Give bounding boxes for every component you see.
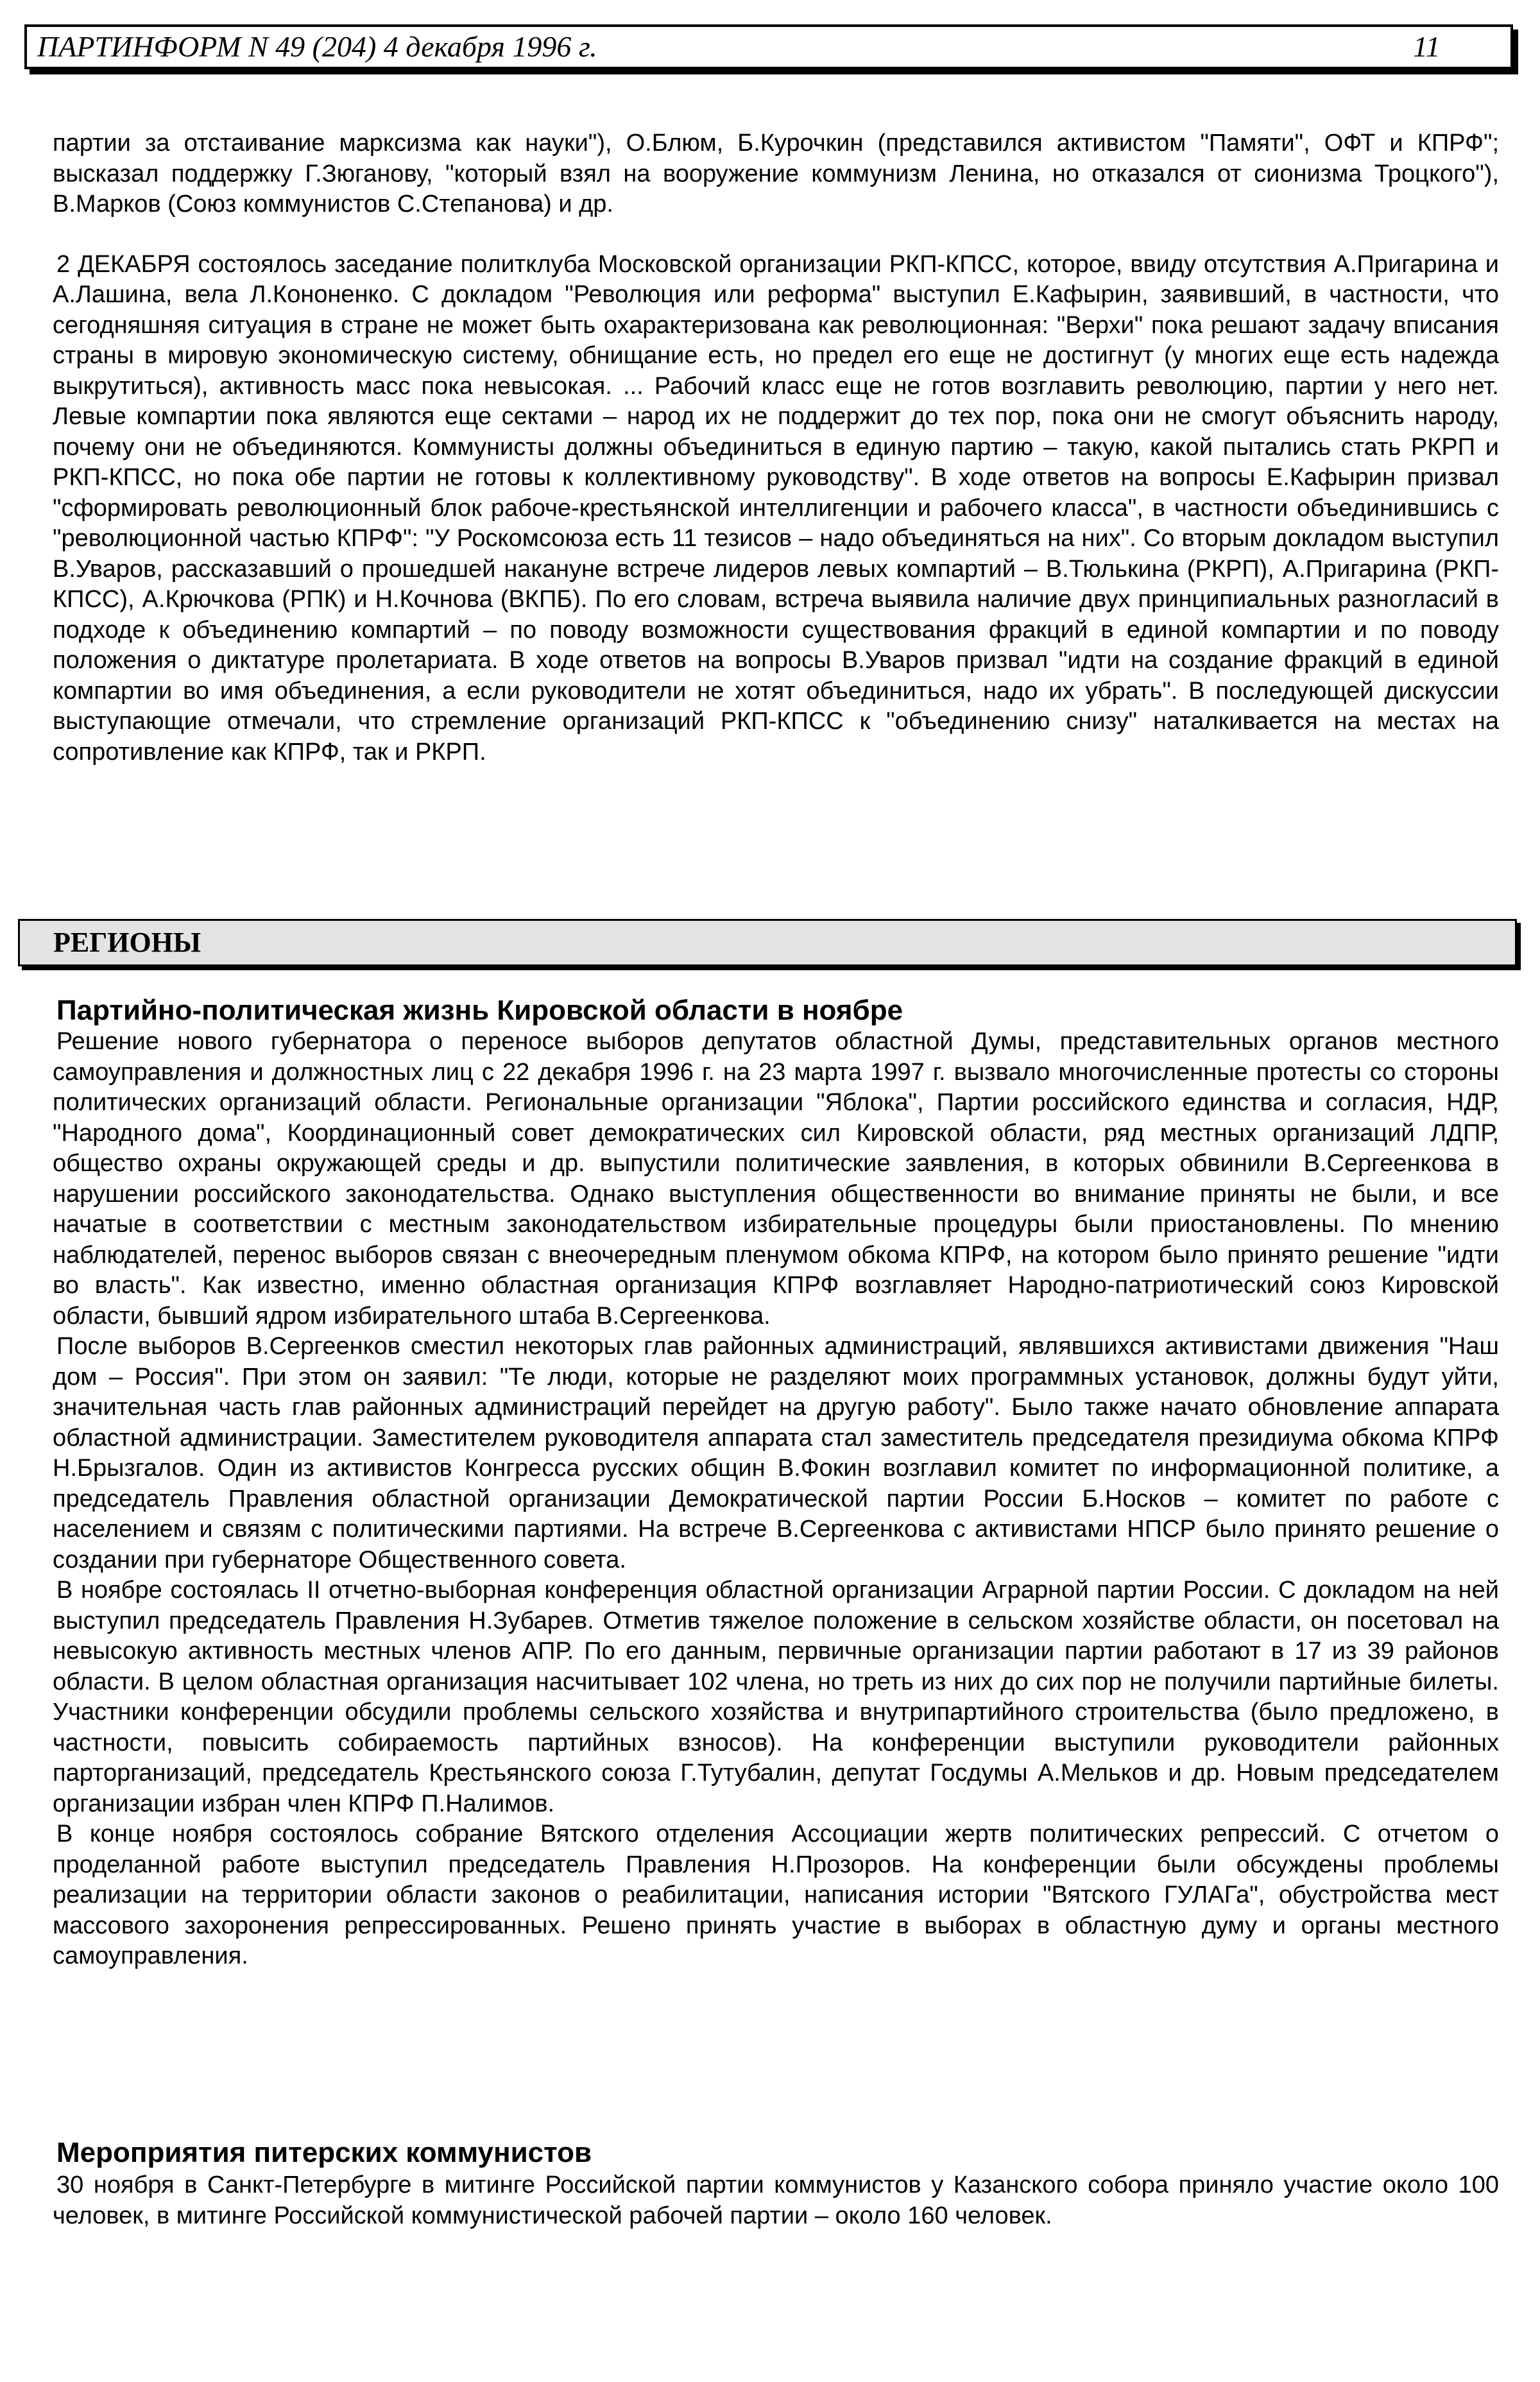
section-title: РЕГИОНЫ <box>53 927 201 958</box>
paragraph: Решение нового губернатора о переносе выборов депутатов областной Думы, представительных органов местного самоуправления и должностных лиц с 22 декабря 1996 г. на 23 марта 1997 г. вызвало многочисленные протесты со стороны политических организаций области. Региональные организации "Яблока", Партии российского единства и согласия, НДР, "Народного дома", Координационный совет демократических сил Кировской области, ряд местных организаций ЛДПР, общество охраны окружающей среды и др. выпустили политические заявления, в которых обвинили В.Сергеенкова в нарушении российского законодательства. Однако выступления общественности во внимание приняты не были, и все начатые в соответствии с местным законодательством избирательные процедуры были приостановлены. По мнению наблюдателей, перенос выборов связан с внеочередным пленумом обкома КПРФ, на котором было принято решение "идти во власть". Как известно, именно областная организация КПРФ возглавляет Народно-патриотический союз Кировской области, бывший ядром избирательного штаба В.Сергеенкова. <box>53 1028 1499 1330</box>
continued-article <box>53 128 1499 767</box>
page-header <box>24 24 1513 69</box>
paragraph: В ноябре состоялась II отчетно-выборная конференция областной организации Аграрной партии России. С докладом на ней выступил председатель Правления Н.Зубарев. Отметив тяжелое положение в сельском хозяйстве области, он посетовал на невысокую активность местных членов АПР. По его данным, первичные организации партии работают в 17 из 39 районов области. В целом областная организация насчитывает 102 члена, но треть из них до сих пор не получили партийные билеты. Участники конференции обсудили проблемы сельского хозяйства и внутрипартийного строительства (было предложено, в частности, повысить собираемость партийных взносов). На конференции выступили руководители районных парторганизаций, председатель Крестьянского союза Г.Тутубалин, депутат Госдумы А.Мельков и др. Новым председателем организации избран член КПРФ П.Налимов. <box>53 1577 1499 1817</box>
publication-title: ПАРТИНФОРМ N 49 (204) 4 декабря 1996 г. <box>37 30 597 63</box>
paragraph: В конце ноября состоялось собрание Вятского отделения Ассоциации жертв политических репрессий. С отчетом о проделанной работе выступил председатель Правления Н.Прозоров. На конференции были обсуждены проблемы реализации на территории области законов о реабилитации, написания истории "Вятского ГУЛАГа", обустройства мест массового захоронения репрессированных. Решено принять участие в выборах в областную думу и органы местного самоуправления. <box>53 1821 1499 1969</box>
paragraph: После выборов В.Сергеенков сместил некоторых глав районных администраций, являвшихся активистами движения "Наш дом – Россия". При этом он заявил: "Те люди, которые не разделяют моих программных установок, должны будут уйти, значительная часть глав районных администраций перейдет на другую работу". Было также начато обновление аппарата областной администрации. Заместителем руководителя аппарата стал заместитель председателя президиума обкома КПРФ Н.Брызгалов. Один из активистов Конгресса русских общин В.Фокин возглавил комитет по информационной политике, а председатель Правления областной организации Демократической партии России Б.Носков – комитет по работе с населением и связям с политическими партиями. На встрече В.Сергеенкова с активистами НПСР было принято решение о создании при губернаторе Общественного совета. <box>53 1333 1499 1573</box>
section-heading <box>18 919 1517 966</box>
article-title: Партийно-политическая жизнь Кировской области в ноябре <box>56 995 903 1026</box>
paragraph: партии за отстаивание марксизма как науки"), О.Блюм, Б.Курочкин (представился активистом "Памяти", ОФТ и КПРФ"; высказал поддержку Г.Зюганову, "который взял на вооружение коммунизм Ленина, но отказался от сионизма Троцкого"), В.Марков (Союз коммунистов С.Степанова) и др. <box>53 130 1499 218</box>
paragraph: 30 ноября в Санкт-Петербурге в митинге Российской партии коммунистов у Казанского собора приняло участие около 100 человек, в митинге Российской коммунистической рабочей партии – около 160 человек. <box>53 2172 1499 2229</box>
article-body <box>53 2170 1499 2231</box>
article-body <box>53 1027 1499 1972</box>
paragraph: 2 ДЕКАБРЯ состоялось заседание политклуба Московской организации РКП-КПСС, которое, ввиду отсутствия А.Пригарина и А.Лашина, вела Л.Кононенко. С докладом "Революция или реформа" выступил Е.Кафырин, заявивший, в частности, что сегодняшняя ситуация в стране не может быть охарактеризована как революционная: "Верхи" пока решают задачу вписания страны в мировую экономическую систему, обнищание есть, но предел его еще не достигнут (у многих еще есть надежда выкрутиться), активность масс пока невысокая. ... Рабочий класс еще не готов возглавить революцию, партии у него нет. Левые компартии пока являются еще сектами – народ их не поддержит до тех пор, пока они не смогут объяснить народу, почему они не объединяются. Коммунисты должны объединиться в единую партию – такую, какой пытались стать РКРП и РКП-КПСС, но пока обе партии не готовы к коллективному руководству". В ходе ответов на вопросы Е.Кафырин призвал "сформировать революционный блок рабоче-крестьянской интеллигенции и рабочего класса", в частности объединившись с "революционной частью КПРФ": "У Роскомсоюза есть 11 тезисов – надо объединяться на них". Со вторым докладом выступил В.Уваров, рассказавший о прошедшей накануне встрече лидеров левых компартий – В.Тюлькина (РКРП), А.Пригарина (РКП-КПСС), А.Крючкова (РПК) и Н.Кочнова (ВКПБ). По его словам, встреча выявила наличие двух принципиальных разногласий в подходе к объединению компартий – по поводу возможности существования фракций в единой компартии и по поводу положения о диктатуре пролетариата. В ходе ответов на вопросы В.Уваров призвал "идти на создание фракций в единой компартии во имя объединения, а если руководители не хотят объединиться, надо их убрать". В последующей дискуссии выступающие отмечали, что стремление организаций РКП-КПСС к "объединению снизу" наталкивается на местах на сопротивление как КПРФ, так и РКРП. <box>53 250 1499 766</box>
page-number: 11 <box>1413 30 1441 63</box>
article-title: Мероприятия питерских коммунистов <box>56 2137 592 2168</box>
